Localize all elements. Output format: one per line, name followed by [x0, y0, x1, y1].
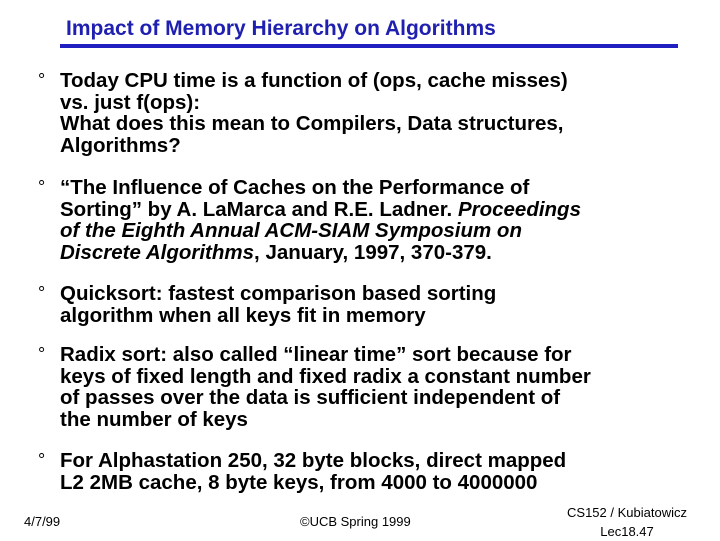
bullet-line: keys of fixed length and fixed radix a constant number: [60, 364, 591, 388]
footer-course: CS152 / Kubiatowicz: [567, 505, 687, 520]
citation-venue: of the Eighth Annual ACM-SIAM Symposium on: [60, 219, 522, 242]
footer-course-info: [562, 503, 692, 541]
bullet-mark: °: [38, 177, 46, 197]
bullet-3-text: [60, 283, 698, 326]
footer-copyright: ©UCB Spring 1999: [300, 514, 411, 529]
bullet-line: [60, 199, 698, 221]
citation-date-pages: , January, 1997, 370-379.: [254, 240, 492, 264]
bullet-mark: °: [38, 450, 46, 470]
bullet-line: Today CPU time is a function of (ops, cache misses): [60, 69, 568, 92]
bullet-line: “The Influence of Caches on the Performance of: [60, 176, 530, 199]
bullet-mark: °: [38, 283, 46, 303]
footer-date: 4/7/99: [24, 514, 61, 529]
bullet-4: [38, 344, 698, 430]
bullet-mark: °: [38, 70, 46, 90]
bullet-mark: °: [38, 344, 46, 364]
bullet-1: [38, 70, 698, 156]
bullet-line: [60, 242, 698, 264]
bullet-line: Radix sort: also called “linear time” sort because for: [60, 343, 572, 366]
citation-venue: Discrete Algorithms: [60, 240, 255, 264]
title-underline: [60, 44, 678, 48]
bullet-line: algorithm when all keys fit in memory: [60, 303, 426, 327]
citation-authors: Sorting” by A. LaMarca and R.E. Ladner.: [60, 197, 458, 221]
bullet-line: What does this mean to Compilers, Data structures,: [60, 112, 564, 135]
bullet-4-text: [60, 344, 698, 430]
bullet-5-text: [60, 450, 698, 493]
footer-lecture: Lec18.47: [600, 524, 654, 539]
bullet-line: L2 2MB cache, 8 byte keys, from 4000 to 4000000: [60, 470, 538, 494]
bullet-1-text: [60, 70, 698, 156]
bullet-line: For Alphastation 250, 32 byte blocks, direct mapped: [60, 449, 567, 472]
bullet-5: [38, 450, 698, 493]
bullet-line: [60, 220, 698, 242]
bullet-line: vs. just f(ops):: [60, 90, 201, 114]
bullet-line: Algorithms?: [60, 133, 181, 157]
bullet-line: the number of keys: [60, 407, 248, 431]
bullet-3: [38, 283, 698, 326]
bullet-line: of passes over the data is sufficient independent of: [60, 386, 561, 409]
bullet-2: [38, 177, 698, 263]
citation-venue: Proceedings: [457, 197, 581, 221]
bullet-line: Quicksort: fastest comparison based sorting: [60, 282, 497, 305]
slide-title: Impact of Memory Hierarchy on Algorithms: [66, 17, 496, 40]
bullet-2-text: [60, 177, 698, 263]
